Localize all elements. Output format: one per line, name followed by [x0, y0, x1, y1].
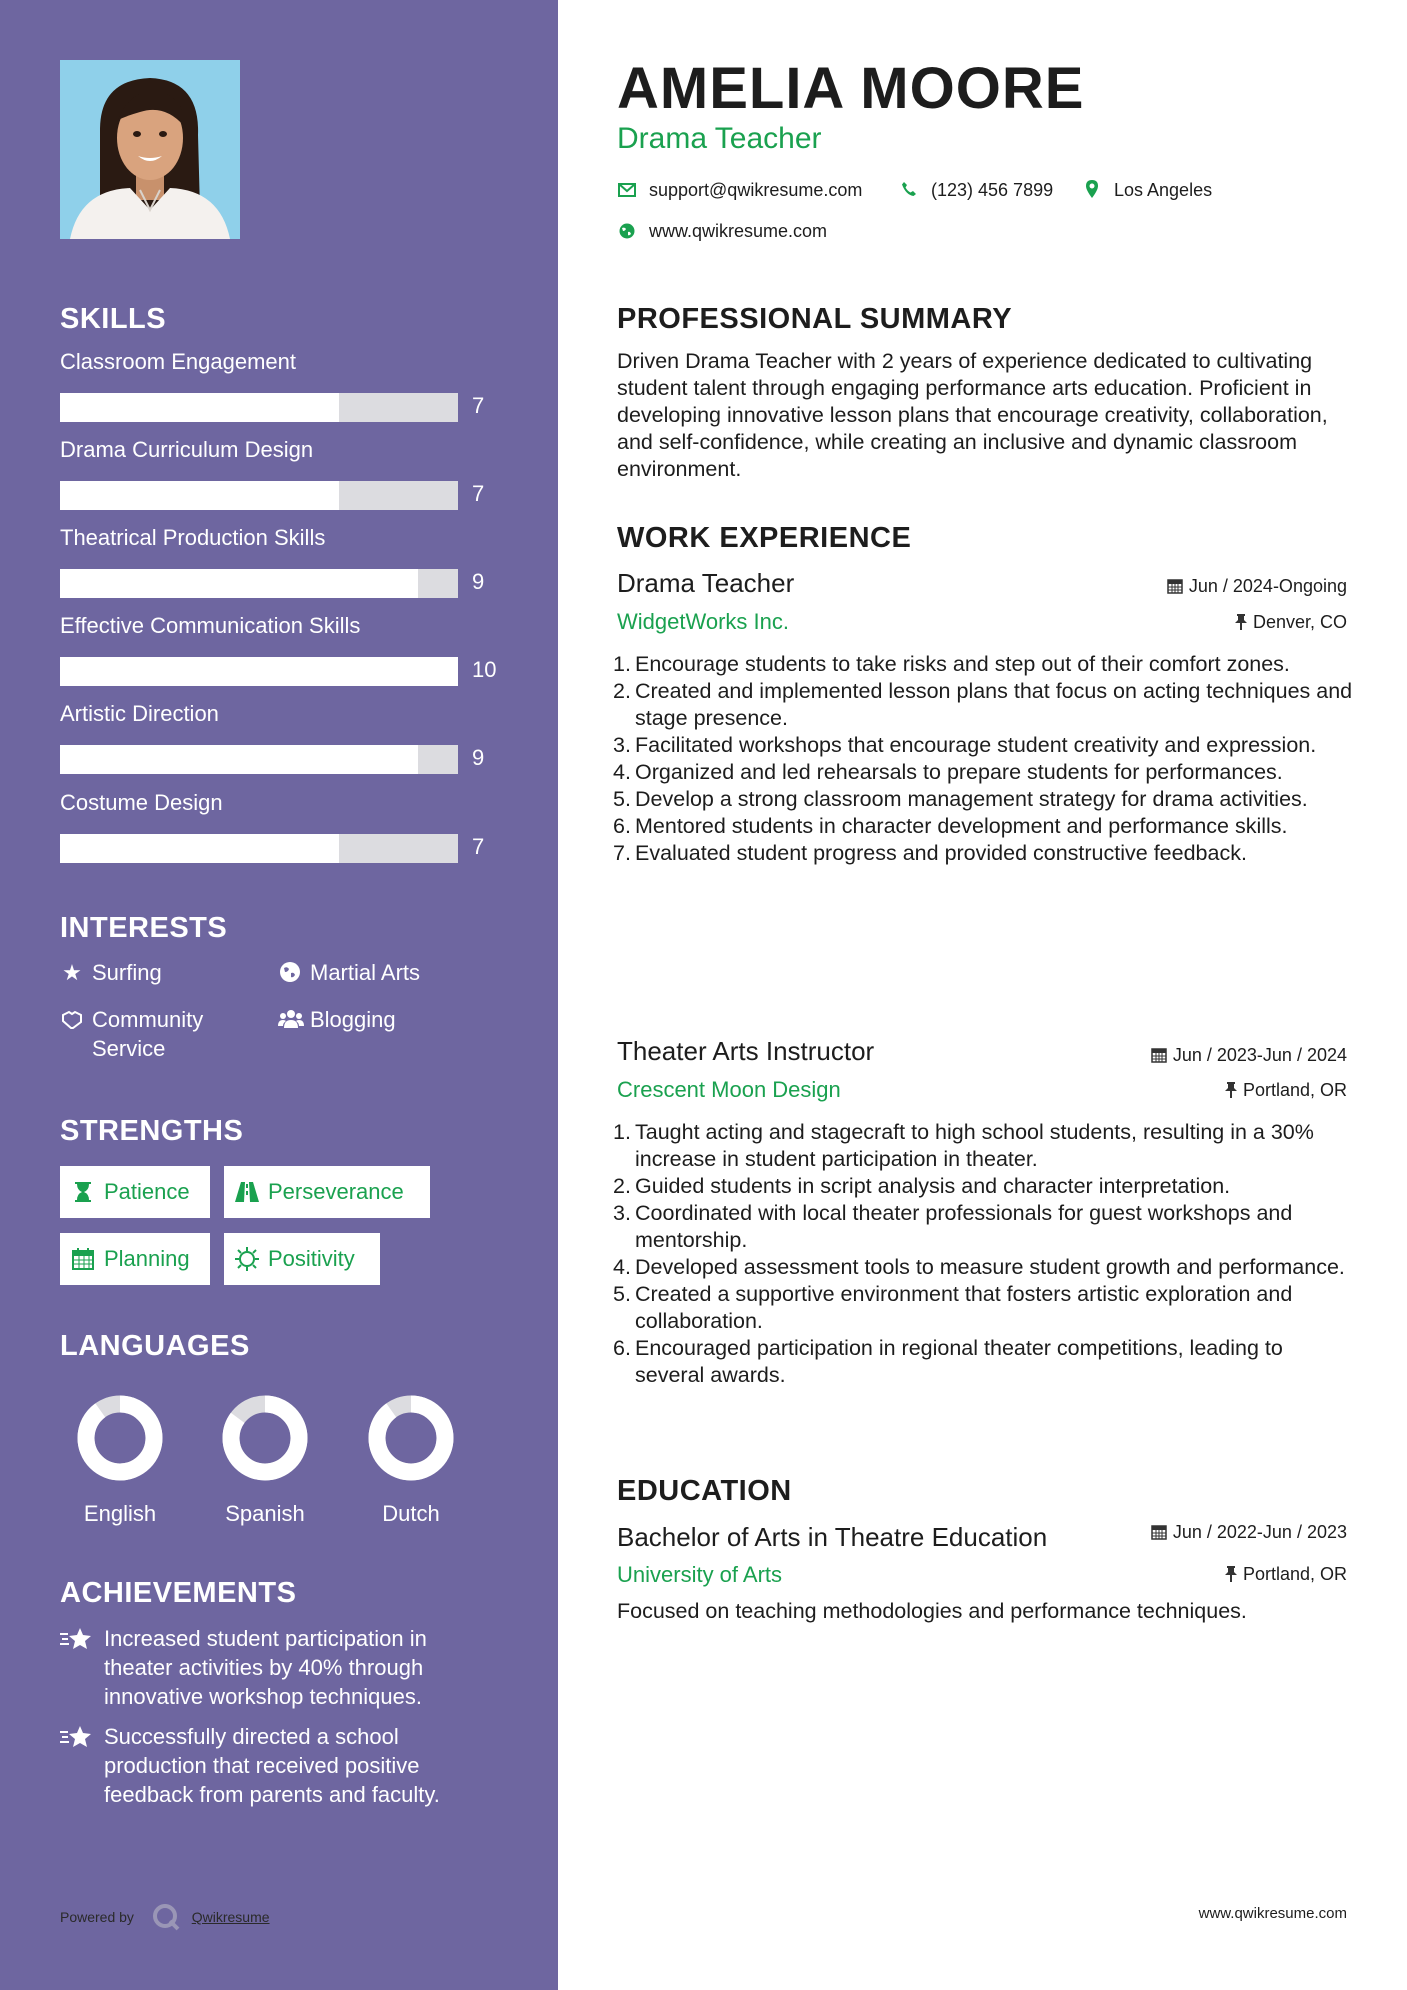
- job-bullet-text: Created and implemented lesson plans that focus on acting techniques and stage presence.: [635, 679, 1353, 730]
- job-title: Drama Teacher: [617, 568, 795, 598]
- handshake-icon: [60, 1005, 84, 1034]
- skill-bar: [60, 745, 458, 774]
- users-icon: [278, 1005, 302, 1034]
- skill-bar: [60, 569, 458, 598]
- language-item: [351, 1393, 471, 1527]
- job-bullet: 6. Mentored students in character development and performance skills.: [613, 814, 1288, 838]
- skill-value: 7: [472, 834, 485, 859]
- strength-badge: [60, 1166, 210, 1218]
- job-bullet: 6. Encouraged participation in regional theater competitions, leading to several awards.: [613, 1336, 1283, 1387]
- skill-name: Costume Design: [60, 790, 223, 815]
- skill-item: [60, 349, 500, 418]
- language-donut: [75, 1393, 165, 1483]
- skill-bar-fill: [60, 481, 339, 510]
- sidebar: [0, 0, 558, 1990]
- summary-heading: PROFESSIONAL SUMMARY: [617, 303, 1013, 335]
- job-location-text: Denver, CO: [1252, 612, 1347, 632]
- skill-bar-fill: [60, 745, 418, 774]
- pushpin-icon: [1235, 612, 1247, 633]
- globe-icon: [617, 221, 637, 242]
- experience-heading: WORK EXPERIENCE: [617, 522, 912, 554]
- interest-label: Surfing: [92, 960, 162, 985]
- education-dates-text: Jun / 2022-Jun / 2023: [1172, 1522, 1347, 1542]
- hourglass-icon: [70, 1166, 96, 1218]
- interest-item: [278, 1005, 396, 1034]
- skill-bar: [60, 481, 458, 510]
- calendar-icon: [70, 1233, 96, 1285]
- skill-item: [60, 613, 500, 682]
- skill-item: [60, 525, 500, 594]
- job-bullet-text: Facilitated workshops that encourage student creativity and expression.: [635, 733, 1317, 757]
- sun-icon: [234, 1233, 260, 1285]
- strength-label: Positivity: [268, 1246, 355, 1271]
- job-bullets: [613, 651, 1357, 867]
- powered-label: Powered by: [60, 1909, 134, 1926]
- job-bullet: 1. Encourage students to take risks and step out of their comfort zones.: [613, 652, 1290, 676]
- job-location: [1225, 1080, 1347, 1101]
- job-bullet-text: Created a supportive environment that fosters artistic exploration and collaboration.: [635, 1282, 1293, 1333]
- globe-icon: [278, 958, 302, 987]
- shooting-star-icon: [60, 1724, 92, 1757]
- envelope-icon: [617, 180, 637, 201]
- contact-location: [1082, 180, 1212, 201]
- interest-item: [60, 1005, 203, 1063]
- skill-name: Theatrical Production Skills: [60, 525, 326, 550]
- skill-name: Artistic Direction: [60, 701, 219, 726]
- job-company: WidgetWorks Inc.: [617, 609, 789, 634]
- job-bullet: 1. Taught acting and stagecraft to high school students, resulting in a 30% increase in student participation in theater.: [613, 1120, 1314, 1171]
- strength-badge: [224, 1233, 380, 1285]
- job-bullet: 5. Develop a strong classroom management strategy for drama activities.: [613, 787, 1308, 811]
- skills-heading: SKILLS: [60, 303, 167, 335]
- achievement-item: [60, 1624, 500, 1711]
- language-donut: [220, 1393, 310, 1483]
- pushpin-icon: [1225, 1564, 1237, 1585]
- job-dates: [1151, 1045, 1347, 1066]
- strength-badge: [60, 1233, 210, 1285]
- language-item: [60, 1393, 180, 1527]
- education-description: Focused on teaching methodologies and performance techniques.: [617, 1599, 1247, 1623]
- achievement-text: Successfully directed a school production that received positive feedback from parents and faculty.: [104, 1724, 440, 1807]
- skill-bar-fill: [60, 657, 458, 686]
- achievement-item: [60, 1722, 500, 1809]
- job-bullet: 2. Guided students in script analysis and character interpretation.: [613, 1174, 1231, 1198]
- email-text: support@qwikresume.com: [649, 180, 863, 200]
- pushpin-icon: [1225, 1080, 1237, 1101]
- calendar-icon: [1151, 1522, 1167, 1543]
- job-bullet-text: Encouraged participation in regional theater competitions, leading to several awards.: [635, 1336, 1283, 1387]
- job-bullet-text: Developed assessment tools to measure student growth and performance.: [635, 1255, 1345, 1279]
- skill-value: 7: [472, 393, 485, 418]
- job-bullet: 7. Evaluated student progress and provided constructive feedback.: [613, 841, 1247, 865]
- skill-value: 9: [472, 569, 485, 594]
- skill-bar: [60, 393, 458, 422]
- skill-bar-fill: [60, 834, 339, 863]
- qwikresume-link[interactable]: Qwikresume: [191, 1909, 270, 1926]
- job-dates-text: Jun / 2023-Jun / 2024: [1172, 1045, 1347, 1065]
- interest-label: Blogging: [310, 1007, 396, 1032]
- job-bullet-text: Coordinated with local theater professionals for guest workshops and mentorship.: [635, 1201, 1293, 1252]
- skill-bar-fill: [60, 569, 418, 598]
- job-bullet-text: Mentored students in character development and performance skills.: [635, 814, 1288, 838]
- job-bullet-text: Guided students in script analysis and character interpretation.: [635, 1174, 1231, 1198]
- skill-name: Classroom Engagement: [60, 349, 297, 374]
- skill-bar-fill: [60, 393, 339, 422]
- skill-bar: [60, 657, 458, 686]
- strength-label: Planning: [104, 1246, 190, 1271]
- summary-text: Driven Drama Teacher with 2 years of experience dedicated to cultivating student talent through engaging performance arts education. Proficient in developing innovative lesson plans that encourage creativity, collaboration, and self-confidence, while creating an inclusive and dynamic classroom environment.: [617, 349, 1328, 481]
- skill-value: 7: [472, 481, 485, 506]
- strengths-heading: STRENGTHS: [60, 1115, 244, 1147]
- strength-label: Patience: [104, 1179, 190, 1204]
- website-text: www.qwikresume.com: [649, 221, 828, 241]
- location-text: Los Angeles: [1114, 180, 1213, 200]
- language-donut: [366, 1393, 456, 1483]
- job-title: Theater Arts Instructor: [617, 1036, 875, 1066]
- contact-email[interactable]: [617, 180, 862, 201]
- candidate-name: AMELIA MOORE: [617, 56, 1085, 121]
- achievements-heading: ACHIEVEMENTS: [60, 1577, 297, 1609]
- interests-heading: INTERESTS: [60, 912, 228, 944]
- job-company: Crescent Moon Design: [617, 1077, 841, 1102]
- job-bullet: 4. Developed assessment tools to measure student growth and performance.: [613, 1255, 1345, 1279]
- job-bullet-text: Develop a strong classroom management strategy for drama activities.: [635, 787, 1308, 811]
- skill-bar: [60, 834, 458, 863]
- education-heading: EDUCATION: [617, 1475, 792, 1507]
- powered-by: [60, 1903, 270, 1934]
- education-school: University of Arts: [617, 1562, 783, 1587]
- shooting-star-icon: [60, 1626, 92, 1659]
- education-dates: [1151, 1522, 1347, 1543]
- interest-label: Martial Arts: [310, 960, 421, 985]
- strength-badge: [224, 1166, 430, 1218]
- interest-item: [60, 958, 162, 987]
- job-location-text: Portland, OR: [1242, 1080, 1347, 1100]
- qwikresume-logo-icon: [152, 1903, 180, 1934]
- skill-value: 10: [472, 657, 497, 682]
- skill-item: [60, 701, 500, 770]
- languages-heading: LANGUAGES: [60, 1330, 250, 1362]
- phone-icon: [899, 180, 919, 201]
- language-name: English: [83, 1501, 157, 1526]
- phone-text: (123) 456 7899: [931, 180, 1054, 200]
- job-bullet-text: Organized and led rehearsals to prepare students for performances.: [635, 760, 1283, 784]
- job-bullet-text: Encourage students to take risks and step out of their comfort zones.: [635, 652, 1290, 676]
- achievement-text: Increased student participation in theater activities by 40% through innovative workshop techniques.: [104, 1626, 427, 1709]
- language-item: [205, 1393, 325, 1527]
- calendar-icon: [1151, 1045, 1167, 1066]
- skill-value: 9: [472, 745, 485, 770]
- education-location: [1225, 1564, 1347, 1585]
- map-pin-icon: [1082, 180, 1102, 201]
- skill-name: Drama Curriculum Design: [60, 437, 314, 462]
- skill-item: [60, 437, 500, 506]
- job-bullet: 3. Facilitated workshops that encourage student creativity and expression.: [613, 733, 1317, 757]
- job-dates-text: Jun / 2024-Ongoing: [1188, 576, 1347, 596]
- footer-url[interactable]: www.qwikresume.com: [1198, 1905, 1347, 1922]
- interest-label-line2: Service: [92, 1036, 166, 1061]
- skill-name: Effective Communication Skills: [60, 613, 361, 638]
- candidate-role: Drama Teacher: [617, 122, 822, 155]
- road-icon: [234, 1166, 260, 1218]
- language-name: Dutch: [382, 1501, 440, 1526]
- job-bullet-text: Taught acting and stagecraft to high school students, resulting in a 30% increase in student participation in theater.: [635, 1120, 1314, 1171]
- job-bullet: 5. Created a supportive environment that fosters artistic exploration and collaboration.: [613, 1282, 1293, 1333]
- profile-photo: [60, 60, 240, 239]
- calendar-icon: [1167, 576, 1183, 597]
- education-location-text: Portland, OR: [1242, 1564, 1347, 1584]
- job-bullet: 2. Created and implemented lesson plans that focus on acting techniques and stage presence.: [613, 679, 1353, 730]
- job-bullet: 4. Organized and led rehearsals to prepare students for performances.: [613, 760, 1283, 784]
- job-bullet-text: Evaluated student progress and provided constructive feedback.: [635, 841, 1247, 865]
- contact-phone[interactable]: [899, 180, 1053, 201]
- language-name: Spanish: [225, 1501, 305, 1526]
- contact-website[interactable]: [617, 221, 827, 242]
- job-location: [1235, 612, 1347, 633]
- job-dates: [1167, 576, 1347, 597]
- star-icon: ★: [62, 960, 82, 985]
- job-bullet: 3. Coordinated with local theater professionals for guest workshops and mentorship.: [613, 1201, 1293, 1252]
- strength-label: Perseverance: [268, 1179, 404, 1204]
- education-degree: Bachelor of Arts in Theatre Education: [617, 1522, 1048, 1552]
- job-bullets: [613, 1119, 1357, 1389]
- interest-item: [278, 958, 420, 987]
- interest-label-line1: Community: [92, 1007, 204, 1032]
- skill-item: [60, 790, 500, 859]
